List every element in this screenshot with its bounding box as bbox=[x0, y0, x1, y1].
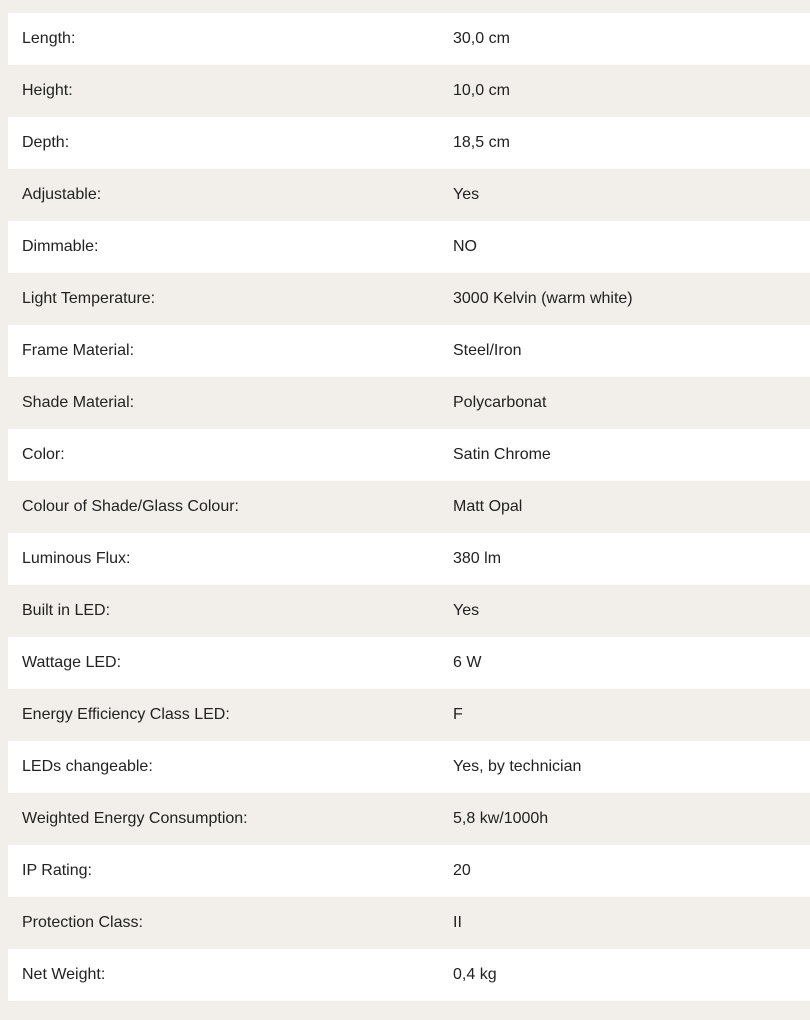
spec-row-built-in-led bbox=[8, 585, 810, 637]
spec-value: 30,0 cm bbox=[453, 30, 510, 47]
spec-value: Matt Opal bbox=[453, 498, 523, 515]
spec-row-shade-material bbox=[8, 377, 810, 429]
spec-value: F bbox=[453, 706, 463, 723]
spec-label: Net Weight: bbox=[22, 966, 106, 983]
spec-value: 3000 Kelvin (warm white) bbox=[453, 290, 633, 307]
spec-row-height bbox=[8, 65, 810, 117]
spec-value: NO bbox=[453, 238, 477, 255]
spec-row-color bbox=[8, 429, 810, 481]
spec-row-net-weight bbox=[8, 949, 810, 1001]
spec-label: Built in LED: bbox=[22, 602, 111, 619]
spec-row-energy-consumption bbox=[8, 793, 810, 845]
spec-value: 0,4 kg bbox=[453, 966, 497, 983]
spec-label: Energy Efficiency Class LED: bbox=[22, 706, 230, 723]
spec-value: Yes, by technician bbox=[453, 758, 582, 775]
spec-label: Dimmable: bbox=[22, 238, 99, 255]
spec-label: Color: bbox=[22, 446, 65, 463]
spec-row-shade-colour bbox=[8, 481, 810, 533]
spec-label: Weighted Energy Consumption: bbox=[22, 810, 248, 827]
spec-row-light-temperature bbox=[8, 273, 810, 325]
spec-row-adjustable bbox=[8, 169, 810, 221]
spec-value: 380 lm bbox=[453, 550, 502, 567]
spec-value: Yes bbox=[453, 602, 480, 619]
spec-value: 5,8 kw/1000h bbox=[453, 810, 549, 827]
spec-label: IP Rating: bbox=[22, 862, 92, 879]
spec-value: Satin Chrome bbox=[453, 446, 551, 463]
spec-row-dimmable bbox=[8, 221, 810, 273]
spec-value: Steel/Iron bbox=[453, 342, 522, 359]
spec-label: Frame Material: bbox=[22, 342, 135, 359]
spec-value: Yes bbox=[453, 186, 480, 203]
spec-label: Protection Class: bbox=[22, 914, 143, 931]
spec-label: LEDs changeable: bbox=[22, 758, 153, 775]
spec-label: Height: bbox=[22, 82, 73, 99]
spec-label: Light Temperature: bbox=[22, 290, 156, 307]
spec-value: 20 bbox=[453, 862, 471, 879]
spec-row-depth bbox=[8, 117, 810, 169]
spec-value: 6 W bbox=[453, 654, 482, 671]
spec-row-ip-rating bbox=[8, 845, 810, 897]
spec-label: Adjustable: bbox=[22, 186, 102, 203]
spec-row-energy-class bbox=[8, 689, 810, 741]
spec-label: Shade Material: bbox=[22, 394, 135, 411]
spec-row-frame-material bbox=[8, 325, 810, 377]
spec-row-luminous-flux bbox=[8, 533, 810, 585]
spec-row-wattage-led bbox=[8, 637, 810, 689]
spec-row-length bbox=[8, 13, 810, 65]
spec-label: Wattage LED: bbox=[22, 654, 122, 671]
spec-label: Depth: bbox=[22, 134, 70, 151]
spec-label: Colour of Shade/Glass Colour: bbox=[22, 498, 239, 515]
spec-value: 10,0 cm bbox=[453, 82, 510, 99]
spec-label: Luminous Flux: bbox=[22, 550, 131, 567]
spec-value: II bbox=[453, 914, 462, 931]
spec-value: 18,5 cm bbox=[453, 134, 510, 151]
spec-row-leds-changeable bbox=[8, 741, 810, 793]
spec-label: Length: bbox=[22, 30, 76, 47]
spec-value: Polycarbonat bbox=[453, 394, 547, 411]
spec-row-protection-class bbox=[8, 897, 810, 949]
spec-table bbox=[8, 13, 810, 1001]
